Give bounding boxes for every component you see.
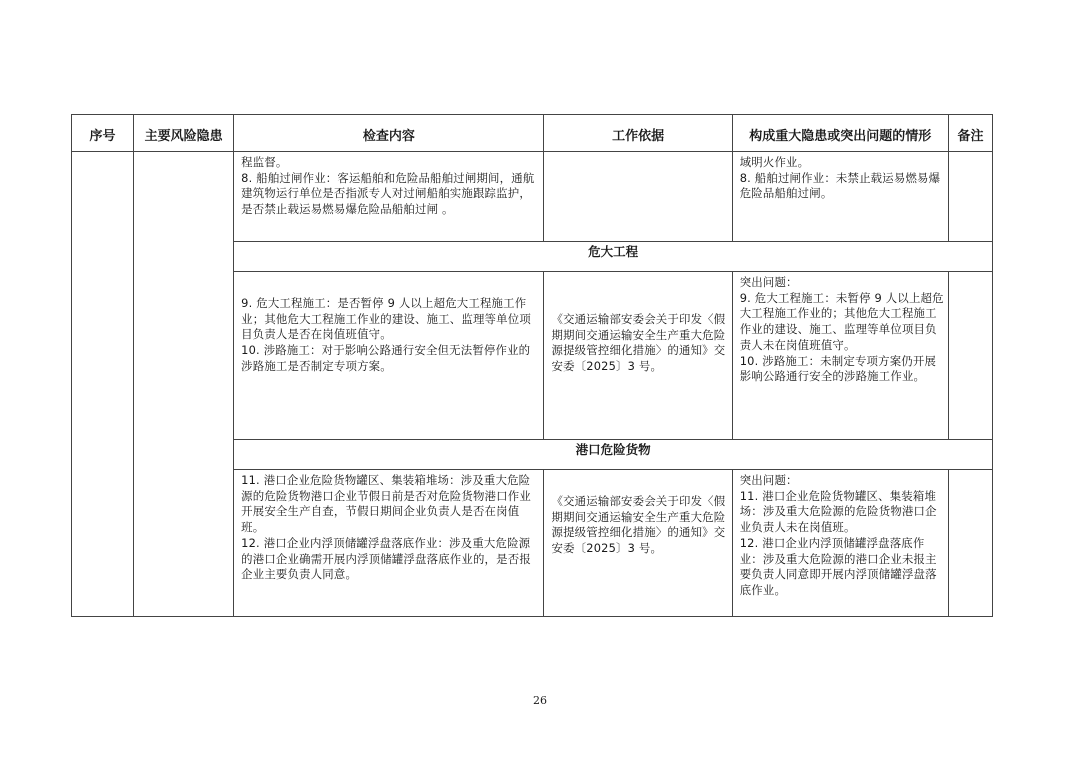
header-content: 检查内容 [234, 115, 544, 152]
header-risk: 主要风险隐患 [134, 115, 234, 152]
content-line: 10. 涉路施工：对于影响公路通行安全但无法暂停作业的涉路施工是否制定专项方案。 [241, 343, 531, 373]
table-header-row [72, 115, 993, 152]
content-line: 9. 危大工程施工：是否暂停 9 人以上超危大工程施工作业；其他危大工程施工作业的建设、施工、监理等单位项目负责人是否在岗值班值守。 [241, 296, 531, 342]
section-title: 危大工程 [234, 242, 993, 272]
situation-line: 突出问题： [739, 275, 798, 289]
risk-cell [134, 152, 234, 617]
situation-cell [732, 152, 948, 242]
header-situation: 构成重大隐患或突出问题的情形 [732, 115, 948, 152]
remark-cell [948, 470, 992, 617]
situation-line: 10. 涉路施工：未制定专项方案仍开展影响公路通行安全的涉路施工作业。 [739, 353, 937, 384]
basis-cell [544, 152, 732, 242]
basis-line: 《交通运输部安委会关于印发〈假期期间交通运输安全生产重大危险源提级管控细化措施〉的通知》交安委〔2025〕3 号。 [551, 312, 726, 374]
situation-line: 8. 船舶过闸作业：未禁止载运易燃易爆危险品船舶过闸。 [739, 170, 941, 201]
situation-cell [732, 470, 948, 617]
situation-line: 12. 港口企业内浮顶储罐浮盘落底作业：涉及重大危险源的港口企业未报主要负责人同意即开展内浮顶储罐浮盘落底作业。 [739, 535, 937, 597]
situation-line: 11. 港口企业危险货物罐区、集装箱堆场：涉及重大危险源的危险货物港口企业负责人未在岗值班。 [739, 488, 937, 535]
header-remark: 备注 [948, 115, 992, 152]
content-line: 程监督。 [241, 155, 288, 169]
section-title: 港口危险货物 [234, 440, 993, 470]
situation-cell [732, 272, 948, 440]
inspection-table [71, 114, 993, 617]
remark-cell [948, 272, 992, 440]
content-line: 12. 港口企业内浮顶储罐浮盘落底作业：涉及重大危险源的港口企业确需开展内浮顶储罐浮盘落底作业的，是否报企业主要负责人同意。 [241, 535, 531, 582]
table-row-top [72, 152, 993, 242]
header-seq: 序号 [72, 115, 134, 152]
page-number: 26 [533, 694, 547, 707]
content-cell [234, 470, 544, 617]
situation-line: 9. 危大工程施工：未暂停 9 人以上超危大工程施工作业的；其他危大工程施工作业的建设、施工、监理等单位项目负责人未在岗值班值守。 [739, 290, 944, 352]
content-line: 8. 船舶过闸作业：客运船舶和危险品船舶过闸期间，通航建筑物运行单位是否指派专人对过闸船舶实施跟踪监护，是否禁止载运易燃易爆危险品船舶过闸 。 [241, 170, 535, 217]
content-cell [234, 152, 544, 242]
basis-cell [544, 272, 732, 440]
content-line: 11. 港口企业危险货物罐区、集装箱堆场：涉及重大危险源的危险货物港口企业节假日前是否对危险货物港口作业开展安全生产自查，节假日期间企业负责人是否在岗值班。 [241, 473, 531, 535]
situation-line: 域明火作业。 [739, 155, 810, 169]
basis-cell [544, 470, 732, 617]
situation-line: 突出问题： [739, 473, 798, 487]
content-cell [234, 272, 544, 440]
header-basis: 工作依据 [544, 115, 732, 152]
remark-cell [948, 152, 992, 242]
seq-cell [72, 152, 134, 617]
basis-line: 《交通运输部安委会关于印发〈假期期间交通运输安全生产重大危险源提级管控细化措施〉的通知》交安委〔2025〕3 号。 [551, 494, 726, 556]
